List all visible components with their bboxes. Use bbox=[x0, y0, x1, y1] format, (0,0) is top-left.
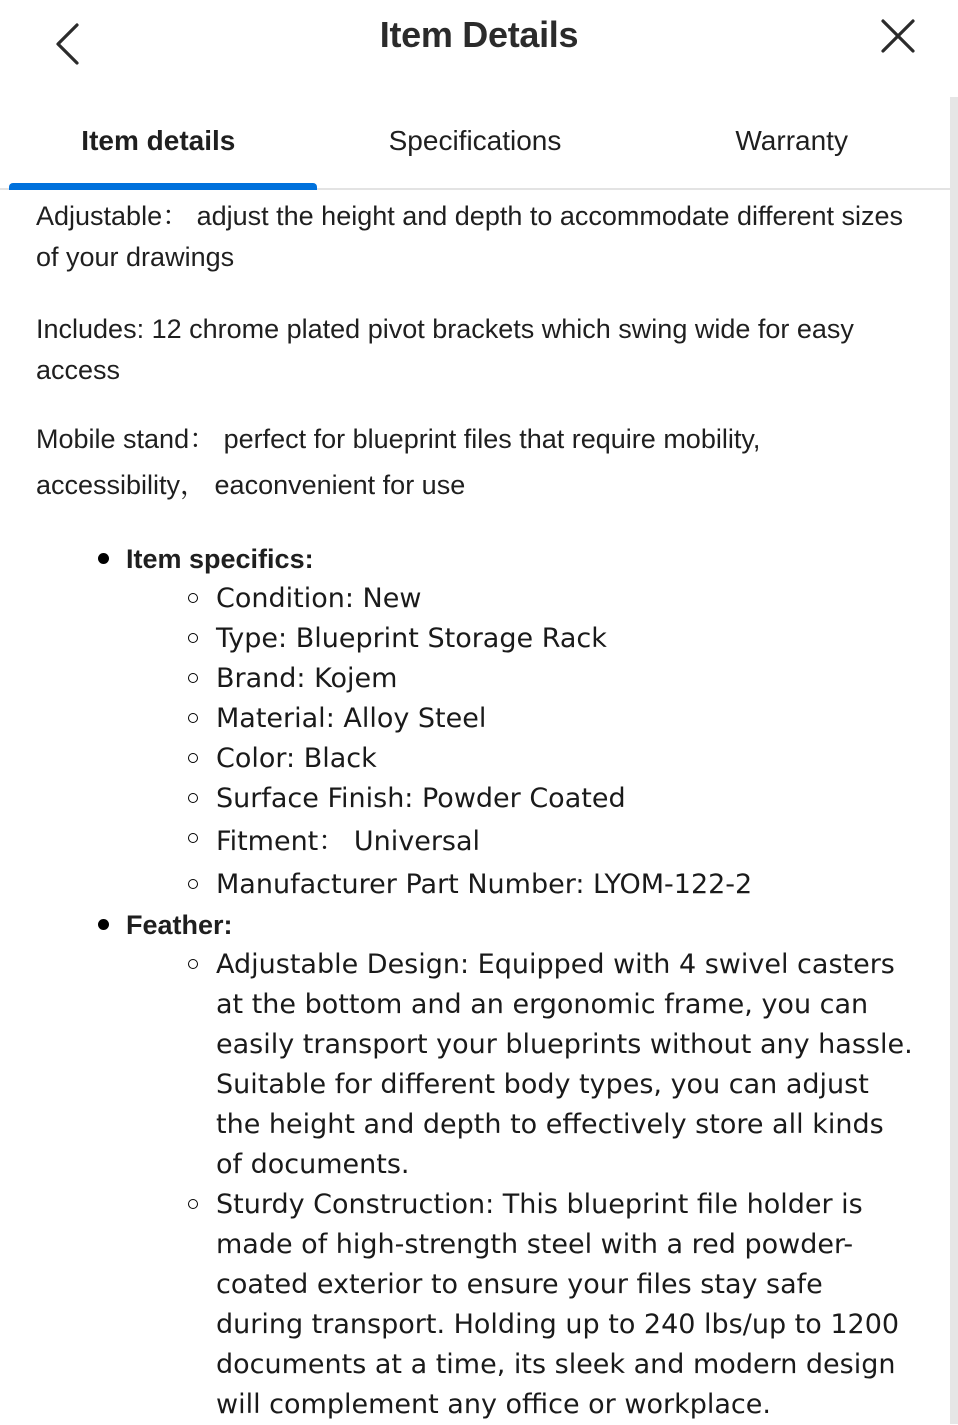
spec-section-list bbox=[36, 539, 916, 1425]
list-item: Brand: Kojem bbox=[126, 659, 916, 699]
spec-section-feather bbox=[36, 905, 916, 1425]
feather-list bbox=[126, 945, 916, 1425]
scrollbar-track[interactable] bbox=[950, 97, 958, 1424]
tab-bar bbox=[0, 96, 950, 190]
header-bar bbox=[0, 0, 958, 96]
list-item: Surface Finish: Powder Coated bbox=[126, 779, 916, 819]
list-item: Material: Alloy Steel bbox=[126, 699, 916, 739]
list-item: Type: Blueprint Storage Rack bbox=[126, 619, 916, 659]
description-paragraph: Mobile stand： perfect for blueprint files that require mobility, accessibility， eaconvenient for use bbox=[36, 424, 761, 500]
close-button[interactable] bbox=[868, 8, 928, 64]
spec-section-item-specifics bbox=[36, 539, 916, 905]
item-specifics-list bbox=[126, 579, 916, 905]
list-item: Condition: New bbox=[126, 579, 916, 619]
list-item: Adjustable Design: Equipped with 4 swivel casters at the bottom and an ergonomic frame, you can easily transport your blueprints without any hassle. Suitable for different body types, you can adjust the height and depth to effectively store all kinds of documents. bbox=[126, 945, 916, 1185]
close-icon bbox=[880, 18, 916, 54]
list-item: Sturdy Construction: This blueprint file holder is made of high-strength steel with a red powder-coated exterior to ensure your files stay safe during transport. Holding up to 240 lbs/up to 1200 documents at a time, its sleek and modern design will complement any office or workplace. bbox=[126, 1185, 916, 1425]
tab-item-details[interactable]: Item details bbox=[0, 96, 317, 188]
tab-warranty[interactable]: Warranty bbox=[735, 125, 848, 156]
list-item: Color: Black bbox=[126, 739, 916, 779]
description-paragraph: Includes: 12 chrome plated pivot brackets which swing wide for easy access bbox=[36, 314, 854, 385]
page-title: Item Details bbox=[379, 14, 579, 55]
tab-specifications[interactable]: Specifications bbox=[388, 125, 562, 156]
section-heading: Feather: bbox=[126, 910, 233, 940]
item-description bbox=[36, 196, 916, 1425]
section-heading: Item specifics: bbox=[126, 544, 314, 574]
list-item: Manufacturer Part Number: LYOM-122-2 bbox=[126, 865, 916, 905]
list-item: Fitment： Universal bbox=[126, 819, 916, 865]
description-paragraph: Adjustable： adjust the height and depth to accommodate different sizes of your drawings bbox=[36, 201, 904, 272]
